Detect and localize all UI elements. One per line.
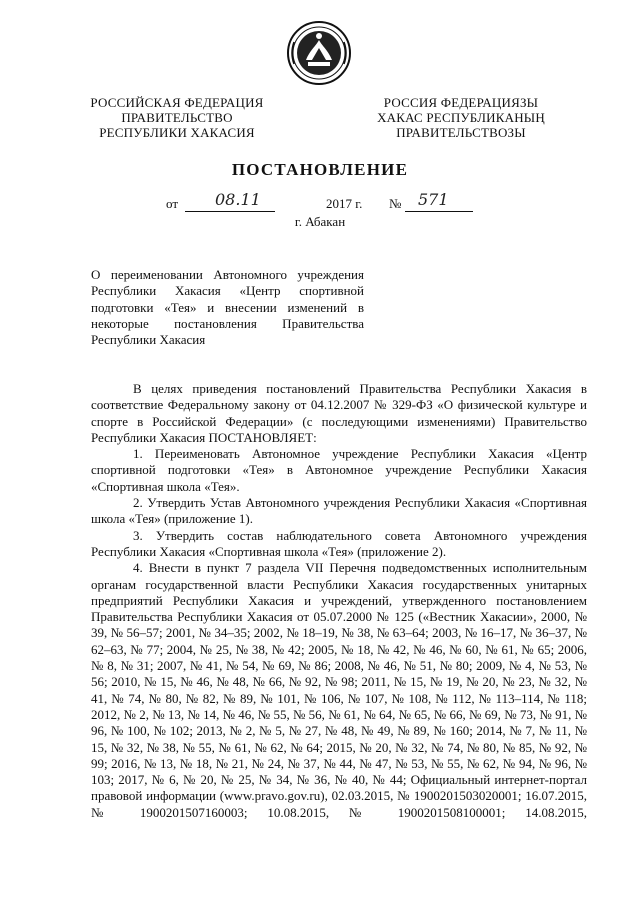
- number-handwritten: 571: [418, 190, 449, 209]
- header-right-line-1: РОССИЯ ФЕДЕРАЦИЯЗЫ: [383, 95, 539, 110]
- body-item-2: 2. Утвердить Устав Автономного учреждения Республики Хакасия «Спортивная школа «Тея» (приложение 1).: [91, 495, 587, 527]
- header-left-line-1: РОССИЙСКАЯ ФЕДЕРАЦИЯ: [90, 95, 264, 110]
- city-line: г. Абакан: [294, 214, 346, 229]
- header-right: [362, 95, 560, 140]
- coat-of-arms-khakassia-icon: [286, 20, 352, 86]
- document-title: ПОСТАНОВЛЕНИЕ: [231, 160, 409, 179]
- document-body: [91, 381, 587, 821]
- number-label: №: [389, 196, 402, 211]
- header-left: [78, 95, 276, 140]
- body-intro: В целях приведения постановлений Правительства Республики Хакасия в соответствие Федеральному закону от 04.12.2007 № 329-ФЗ «О физической культуре и спорте в Российской Федерации» (с последующими изменениями) Правительство Республики Хакасия ПОСТАНОВЛЯЕТ:: [91, 381, 587, 445]
- body-item-4: 4. Внести в пункт 7 раздела VII Перечня подведомственных исполнительным органам государственной власти Республики Хакасия государственных унитарных предприятий Республики Хакасия и учреждений, утвержденного постановлением Правительства Республики Хакасия от 05.07.2000 № 125 («Вестник Хакасии», 2000, № 39, № 56–57; 2001, № 34–35; 2002, № 18–19, № 38, № 63–64; 2003, № 16–17, № 36–37, № 62–63, № 77; 2004, № 25, № 38, № 42; 2005, № 18, № 42, № 46, № 60, № 61, № 65; 2006, № 8, № 31; 2007, № 41, № 54, № 69, № 86; 2008, № 46, № 51, № 80; 2009, № 4, № 53, № 56; 2010, № 15, № 46, № 48, № 66, № 92, № 98; 2011, № 15, № 19, № 20, № 23, № 32, № 41, № 74, № 80, № 82, № 89, № 101, № 106, № 107, № 108, № 112, № 113–114, № 118; 2012, № 2, № 13, № 14, № 46, № 55, № 56, № 61, № 64, № 65, № 66, № 69, № 73, № 91, № 96, № 100, № 102; 2013, № 2, № 5, № 27, № 48, № 49, № 89, № 160; 2014, № 7, № 11, № 15, № 32, № 38, № 55, № 61, № 62, № 64; 2015, № 20, № 32, № 74, № 80, № 85, № 92, № 99; 2016, № 13, № 18, № 21, № 24, № 37, № 44, № 47, № 53, № 55, № 62, № 94, № 96, № 103; 2017, № 6, № 20, № 25, № 34, № 36, № 40, № 44; Официальный интернет-портал правовой информации (www.pravo.gov.ru), 02.03.2015, № 1900201503020001; 16.07.2015, № 1900201507160003; 10.08.2015, № 1900201508100001; 14.08.2015,: [91, 560, 587, 820]
- date-handwritten: 08.11: [215, 190, 261, 209]
- body-item-3: 3. Утвердить состав наблюдательного совета Автономного учреждения Республики Хакасия «Спортивная школа «Тея» (приложение 2).: [91, 527, 587, 559]
- year-label: 2017 г.: [326, 196, 363, 211]
- header-left-line-2: ПРАВИТЕЛЬСТВО: [121, 110, 233, 125]
- header-left-line-3: РЕСПУБЛИКИ ХАКАСИЯ: [99, 125, 255, 140]
- document-subject: О переименовании Автономного учреждения Республики Хакасия «Центр спортивной подготовки «Тея» и внесении изменений в некоторые постановления Правительства Республики Хакасия: [91, 267, 364, 348]
- body-item-1: 1. Переименовать Автономное учреждение Республики Хакасия «Центр спортивной подготовки «Тея» в Автономное учреждение Республики Хакасия «Спортивная школа «Тея».: [91, 446, 587, 494]
- header-right-line-3: ПРАВИТЕЛЬСТВОЗЫ: [396, 125, 526, 140]
- date-underline: [185, 211, 275, 212]
- date-number-line: [0, 190, 640, 216]
- header-right-line-2: ХАКАС РЕСПУБЛИКАНЫҢ: [377, 110, 545, 125]
- date-from-label: от: [166, 196, 179, 211]
- number-underline: [405, 211, 473, 212]
